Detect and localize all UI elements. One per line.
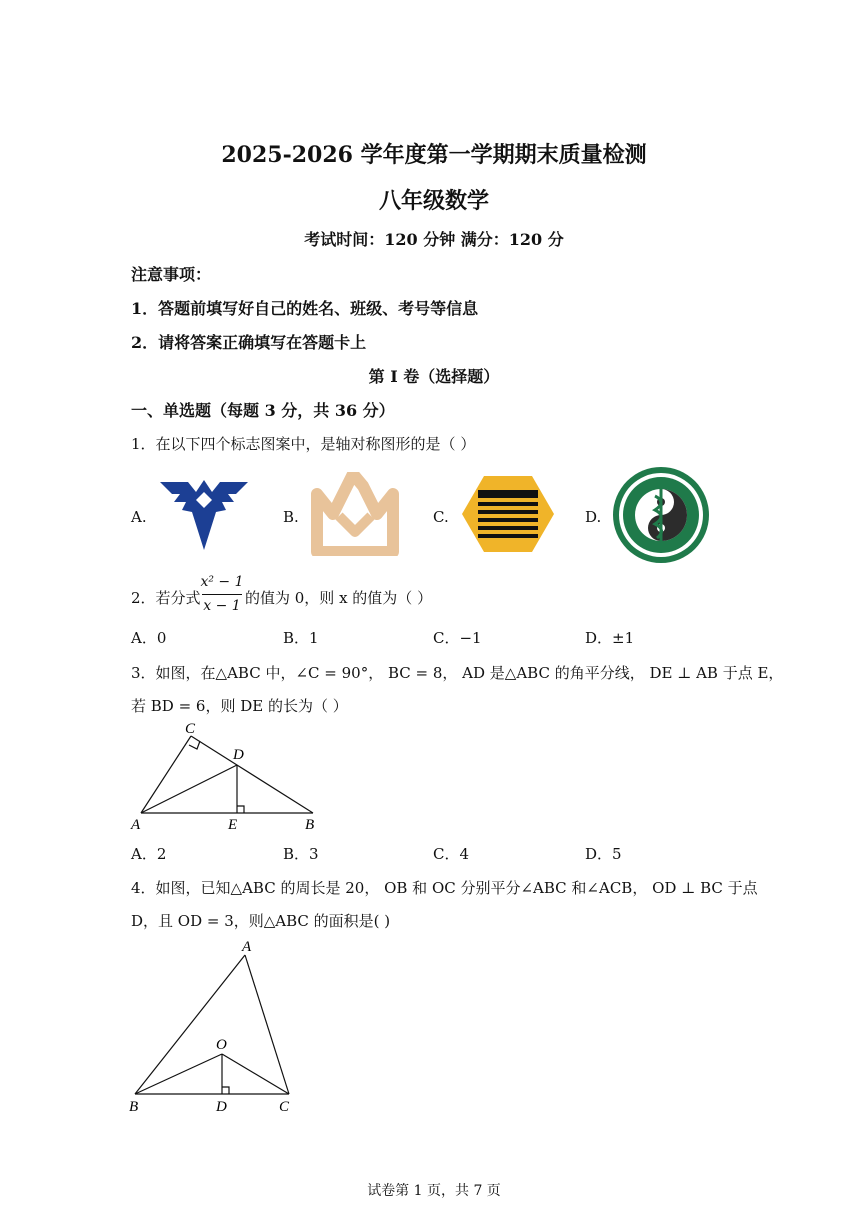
exam-title: 2025-2026 学年度第一学期期末质量检测 <box>221 142 647 168</box>
fraction-numerator: x² − 1 <box>200 574 244 590</box>
point-label-c: C <box>185 721 196 737</box>
point-label-o: O <box>216 1037 227 1053</box>
option-label: C. <box>433 508 449 526</box>
exam-info: 考试时间：120 分钟 满分：120 分 <box>304 230 564 249</box>
trigram-hexagon-icon <box>462 474 554 554</box>
point-label-a: A <box>242 939 252 955</box>
eagle-logo-icon <box>160 478 248 552</box>
triangle-figure-q3 <box>125 718 330 838</box>
crown-logo-icon <box>307 472 403 556</box>
section-title: 一、单选题（每题 3 分，共 36 分） <box>131 401 395 420</box>
page-footer: 试卷第 1 页，共 7 页 <box>367 1183 501 1199</box>
option-a: A．2 <box>131 845 167 863</box>
question-2-stem-suffix: 的值为 0，则 x 的值为（ ） <box>245 589 433 607</box>
question-4-stem: 4．如图，已知△ABC 的周长是 20， OB 和 OC 分别平分∠ABC 和∠ACB， OD ⊥ BC 于点 <box>131 879 758 897</box>
option-c: C．4 <box>433 845 470 863</box>
point-label-d: D <box>216 1099 227 1115</box>
question-2-stem-prefix: 2．若分式 <box>131 589 201 607</box>
notice-item: 1．答题前填写好自己的姓名、班级、考号等信息 <box>131 299 479 318</box>
option-b: B．3 <box>283 845 319 863</box>
option-label: A. <box>131 508 147 526</box>
hospital-seal-icon <box>612 466 710 564</box>
question-3-stem: 3．如图，在△ABC 中，∠C = 90°， BC = 8， AD 是△ABC 的角平分线， DE ⊥ AB 于点 E， <box>131 664 784 682</box>
notice-item: 2．请将答案正确填写在答题卡上 <box>131 333 367 352</box>
question-1-stem: 1．在以下四个标志图案中，是轴对称图形的是（ ） <box>131 435 476 453</box>
fraction-denominator: x − 1 <box>203 598 241 614</box>
point-label-b: B <box>129 1099 139 1115</box>
fraction-bar <box>202 594 242 595</box>
point-label-c: C <box>279 1099 290 1115</box>
question-3-stem: 若 BD = 6，则 DE 的长为（ ） <box>131 697 348 715</box>
notice-heading: 注意事项： <box>131 265 212 284</box>
option-d: D．5 <box>585 845 622 863</box>
point-label-d: D <box>233 747 244 763</box>
part-title: 第 I 卷（选择题） <box>368 367 500 386</box>
option-c: C．−1 <box>433 629 482 647</box>
point-label-a: A <box>131 817 141 833</box>
option-b: B．1 <box>283 629 319 647</box>
exam-subject: 八年级数学 <box>378 188 489 214</box>
point-label-e: E <box>228 817 238 833</box>
option-a: A．0 <box>131 629 167 647</box>
option-label: D. <box>585 508 602 526</box>
option-label: B. <box>283 508 299 526</box>
triangle-figure-q4 <box>125 935 305 1115</box>
option-d: D．±1 <box>585 629 635 647</box>
question-4-stem: D，且 OD = 3，则△ABC 的面积是( ) <box>131 912 391 930</box>
point-label-b: B <box>305 817 315 833</box>
